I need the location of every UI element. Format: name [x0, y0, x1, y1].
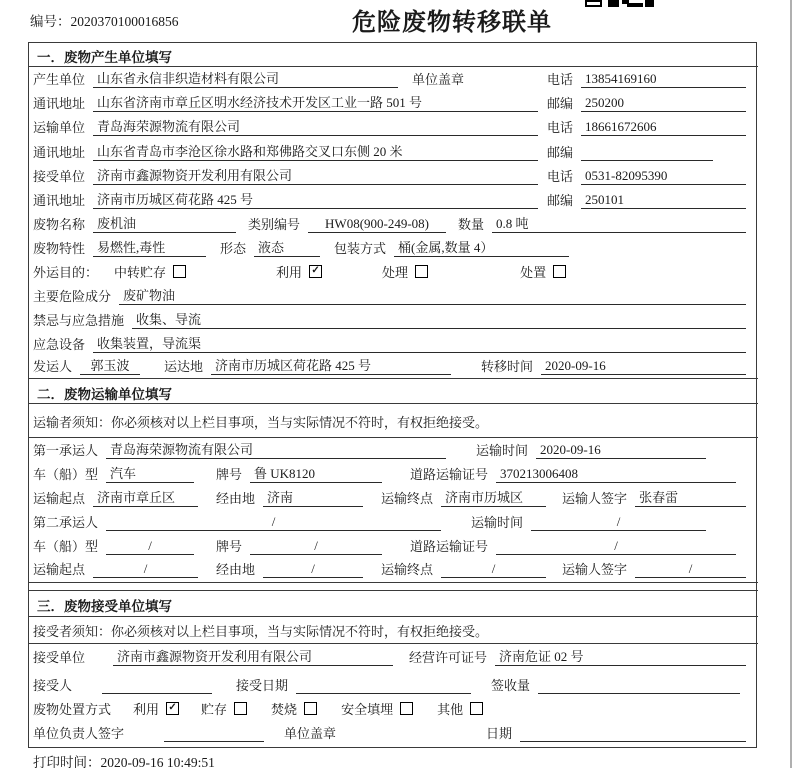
- row-hazard: [33, 287, 746, 305]
- divider: [28, 403, 758, 404]
- option-label: 处置: [520, 265, 547, 280]
- option-label: 利用: [276, 265, 303, 280]
- print-time-line: [33, 751, 215, 768]
- address-value: 山东省济南市章丘区明水经济技术开发区工业一路 501 号: [93, 92, 538, 112]
- waste-name-label: 废物名称: [33, 217, 86, 232]
- accept-date-label: 接受日期: [236, 678, 289, 693]
- hazard-label: 主要危险成分: [33, 289, 112, 304]
- section3-title: 三．废物接受单位填写: [37, 599, 172, 614]
- accept-date-value: [296, 679, 471, 694]
- receiver-label: 接受单位: [33, 169, 86, 184]
- date-label: 日期: [486, 726, 513, 741]
- origin-value: 济南市章丘区: [93, 487, 198, 507]
- via-value: 济南: [263, 487, 363, 507]
- packing-value: 桶(金属,数量 4）: [394, 237, 569, 257]
- plate-label: 牌号: [216, 467, 243, 482]
- purpose-label: 外运目的：: [33, 265, 99, 280]
- transfer-time-value: 2020-09-16: [541, 358, 746, 375]
- zip-label: 邮编: [546, 96, 573, 111]
- character-label: 废物特性: [33, 241, 86, 256]
- row-carrier1: [33, 441, 746, 459]
- carrier-sign-value: /: [635, 561, 746, 578]
- option-label: 中转贮存: [114, 265, 167, 280]
- category-label: 类别编号: [248, 217, 301, 232]
- section1-title: 一．废物产生单位填写: [37, 50, 172, 65]
- serial-value: 2020370100016856: [70, 14, 179, 29]
- phone-value: 0531-82095390: [581, 168, 746, 185]
- checkbox-checked-icon: ✓: [166, 702, 179, 715]
- option-label: 利用: [133, 702, 160, 717]
- destination-label: 运达地: [164, 359, 204, 374]
- carrier1-value: 青岛海荣源物流有限公司: [106, 439, 446, 459]
- checkbox-icon: [234, 702, 247, 715]
- option-label: 处理: [382, 265, 409, 280]
- row-waste-name: [33, 215, 746, 233]
- transporter-value: 青岛海荣源物流有限公司: [93, 116, 538, 136]
- received-qty-value: [538, 679, 740, 694]
- via-label: 经由地: [216, 491, 256, 506]
- carrier-sign-value: 张春雷: [635, 487, 746, 507]
- qr-code-fragment-icon: [585, 0, 655, 8]
- producer-label: 产生单位: [33, 72, 86, 87]
- license-value: 济南危证 02 号: [495, 646, 746, 666]
- option-label: 贮存: [201, 702, 228, 717]
- checkbox-icon: [470, 702, 483, 715]
- end-value: 济南市历城区: [441, 487, 546, 507]
- row-producer: [33, 70, 746, 88]
- option-label: 焚烧: [271, 702, 298, 717]
- end-label: 运输终点: [381, 562, 434, 577]
- plate-value: /: [250, 538, 382, 555]
- shipper-value: 郭玉波: [80, 355, 140, 375]
- phone-value: 13854169160: [581, 71, 746, 88]
- phone-label: 电话: [546, 169, 573, 184]
- row-shipper: [33, 357, 746, 375]
- carrier2-label: 第二承运人: [33, 515, 99, 530]
- row-acceptor: [33, 676, 746, 694]
- print-time-value: 2020-09-16 10:49:51: [100, 755, 215, 768]
- manager-sign-label: 单位负责人签字: [33, 726, 125, 741]
- transport-time-label: 运输时间: [471, 515, 524, 530]
- quantity-value: 0.8 吨: [492, 213, 746, 233]
- row-manager-sign: [33, 724, 746, 742]
- checkbox-icon: [304, 702, 317, 715]
- address-label: 通讯地址: [33, 145, 86, 160]
- serial-number-line: [30, 10, 179, 30]
- transfer-time-label: 转移时间: [481, 359, 534, 374]
- row-route2: [33, 560, 746, 578]
- address-label: 通讯地址: [33, 193, 86, 208]
- disposal-label: 废物处置方式: [33, 702, 112, 717]
- plate-value: 鲁 UK8120: [250, 463, 382, 483]
- checkbox-dispose: [520, 262, 566, 281]
- vehicle-type-value: /: [106, 538, 194, 555]
- row-disposal: [33, 700, 746, 718]
- carrier2-value: /: [106, 514, 441, 531]
- date-value: [520, 727, 746, 742]
- divider: [28, 643, 758, 644]
- phone-label: 电话: [546, 120, 573, 135]
- row-equipment: [33, 335, 746, 353]
- destination-value: 济南市历城区荷花路 425 号: [211, 355, 451, 375]
- origin-label: 运输起点: [33, 491, 86, 506]
- carrier-sign-label: 运输人签字: [562, 491, 628, 506]
- page-title: 危险废物转移联单: [352, 10, 552, 36]
- checkbox-icon: [173, 265, 186, 278]
- checkbox-landfill: [341, 699, 413, 718]
- row-vehicle2: [33, 537, 746, 555]
- divider: [28, 616, 758, 617]
- checkbox-utilize: [133, 699, 179, 718]
- row-producer-address: [33, 94, 746, 112]
- row-receiver: [33, 167, 746, 185]
- unit-seal-label: 单位盖章: [284, 726, 337, 741]
- checkbox-utilize: [276, 262, 322, 281]
- plate-label: 牌号: [216, 539, 243, 554]
- producer-value: 山东省永信非织造材料有限公司: [93, 68, 398, 88]
- serial-label: 编号：: [30, 14, 71, 29]
- checkbox-treat: [382, 262, 428, 281]
- road-cert-label: 道路运输证号: [410, 467, 489, 482]
- row-route1: [33, 489, 746, 507]
- taboo-value: 收集、导流: [132, 309, 746, 329]
- zip-value: [581, 146, 713, 161]
- hazard-value: 废矿物油: [119, 285, 746, 305]
- transport-time-value: /: [531, 514, 706, 531]
- address-label: 通讯地址: [33, 96, 86, 111]
- row-waste-character: [33, 239, 746, 257]
- divider: [28, 582, 758, 583]
- row-vehicle1: [33, 465, 746, 483]
- quantity-label: 数量: [458, 217, 485, 232]
- origin-value: /: [93, 561, 198, 578]
- row-accept-unit: [33, 648, 746, 666]
- option-label: 其他: [437, 702, 464, 717]
- checkbox-checked-icon: ✓: [309, 265, 322, 278]
- shipper-label: 发运人: [33, 359, 73, 374]
- via-value: /: [263, 561, 363, 578]
- road-cert-label: 道路运输证号: [410, 539, 489, 554]
- carrier1-label: 第一承运人: [33, 443, 99, 458]
- checkbox-icon: [400, 702, 413, 715]
- character-value: 易燃性,毒性: [93, 237, 206, 257]
- equipment-label: 应急设备: [33, 337, 86, 352]
- transport-time-value: 2020-09-16: [536, 442, 706, 459]
- checkbox-other: [437, 699, 483, 718]
- row-receiver-address: [33, 191, 746, 209]
- checkbox-icon: [415, 265, 428, 278]
- address-value: 山东省青岛市李沧区徐水路和郑佛路交叉口东侧 20 米: [93, 141, 538, 161]
- row-purpose: [33, 263, 746, 281]
- row-transporter-address: [33, 143, 746, 161]
- address-value: 济南市历城区荷花路 425 号: [93, 189, 538, 209]
- phone-value: 18661672606: [581, 119, 746, 136]
- accept-unit-value: 济南市鑫源物资开发利用有限公司: [113, 646, 393, 666]
- origin-label: 运输起点: [33, 562, 86, 577]
- row-carrier2: [33, 513, 746, 531]
- taboo-label: 禁忌与应急措施: [33, 313, 125, 328]
- transporter-label: 运输单位: [33, 120, 86, 135]
- end-value: /: [441, 561, 546, 578]
- section2-notice: 运输者须知：你必须核对以上栏目事项，当与实际情况不符时，有权拒绝接受。: [33, 415, 489, 430]
- vehicle-type-label: 车（船）型: [33, 467, 99, 482]
- section2-title: 二．废物运输单位填写: [37, 387, 172, 402]
- received-qty-label: 签收量: [491, 678, 531, 693]
- transport-time-label: 运输时间: [476, 443, 529, 458]
- category-value: HW08(900-249-08): [308, 216, 446, 233]
- road-cert-value: 370213006408: [496, 466, 736, 483]
- manager-sign-value: [164, 727, 264, 742]
- acceptor-value: [102, 679, 212, 694]
- equipment-value: 收集装置，导流渠: [93, 333, 746, 353]
- end-label: 运输终点: [381, 491, 434, 506]
- receiver-value: 济南市鑫源物资开发利用有限公司: [93, 165, 538, 185]
- accept-unit-label: 接受单位: [33, 650, 86, 665]
- form-label: 形态: [220, 241, 247, 256]
- checkbox-transfer-storage: [114, 262, 186, 281]
- checkbox-incinerate: [271, 699, 317, 718]
- acceptor-label: 接受人: [33, 678, 73, 693]
- license-label: 经营许可证号: [409, 650, 488, 665]
- zip-value: 250101: [581, 192, 746, 209]
- row-transporter: [33, 118, 746, 136]
- option-label: 安全填埋: [341, 702, 394, 717]
- checkbox-store: [201, 699, 247, 718]
- vehicle-type-label: 车（船）型: [33, 539, 99, 554]
- section3-notice: 接受者须知：你必须核对以上栏目事项，当与实际情况不符时，有权拒绝接受。: [33, 624, 489, 639]
- row-taboo: [33, 311, 746, 329]
- phone-label: 电话: [546, 72, 573, 87]
- packing-label: 包装方式: [334, 241, 387, 256]
- divider: [28, 378, 758, 379]
- road-cert-value: /: [496, 538, 736, 555]
- page-right-edge: [790, 0, 792, 768]
- via-label: 经由地: [216, 562, 256, 577]
- waste-name-value: 废机油: [93, 213, 236, 233]
- vehicle-type-value: 汽车: [106, 463, 194, 483]
- form-value: 液态: [254, 237, 320, 257]
- divider: [28, 66, 758, 67]
- seal-label: 单位盖章: [412, 72, 465, 87]
- print-time-label: 打印时间：: [33, 755, 101, 768]
- carrier-sign-label: 运输人签字: [562, 562, 628, 577]
- divider: [28, 437, 758, 438]
- zip-value: 250200: [581, 95, 746, 112]
- zip-label: 邮编: [546, 193, 573, 208]
- zip-label: 邮编: [546, 145, 573, 160]
- checkbox-icon: [553, 265, 566, 278]
- divider: [28, 590, 758, 591]
